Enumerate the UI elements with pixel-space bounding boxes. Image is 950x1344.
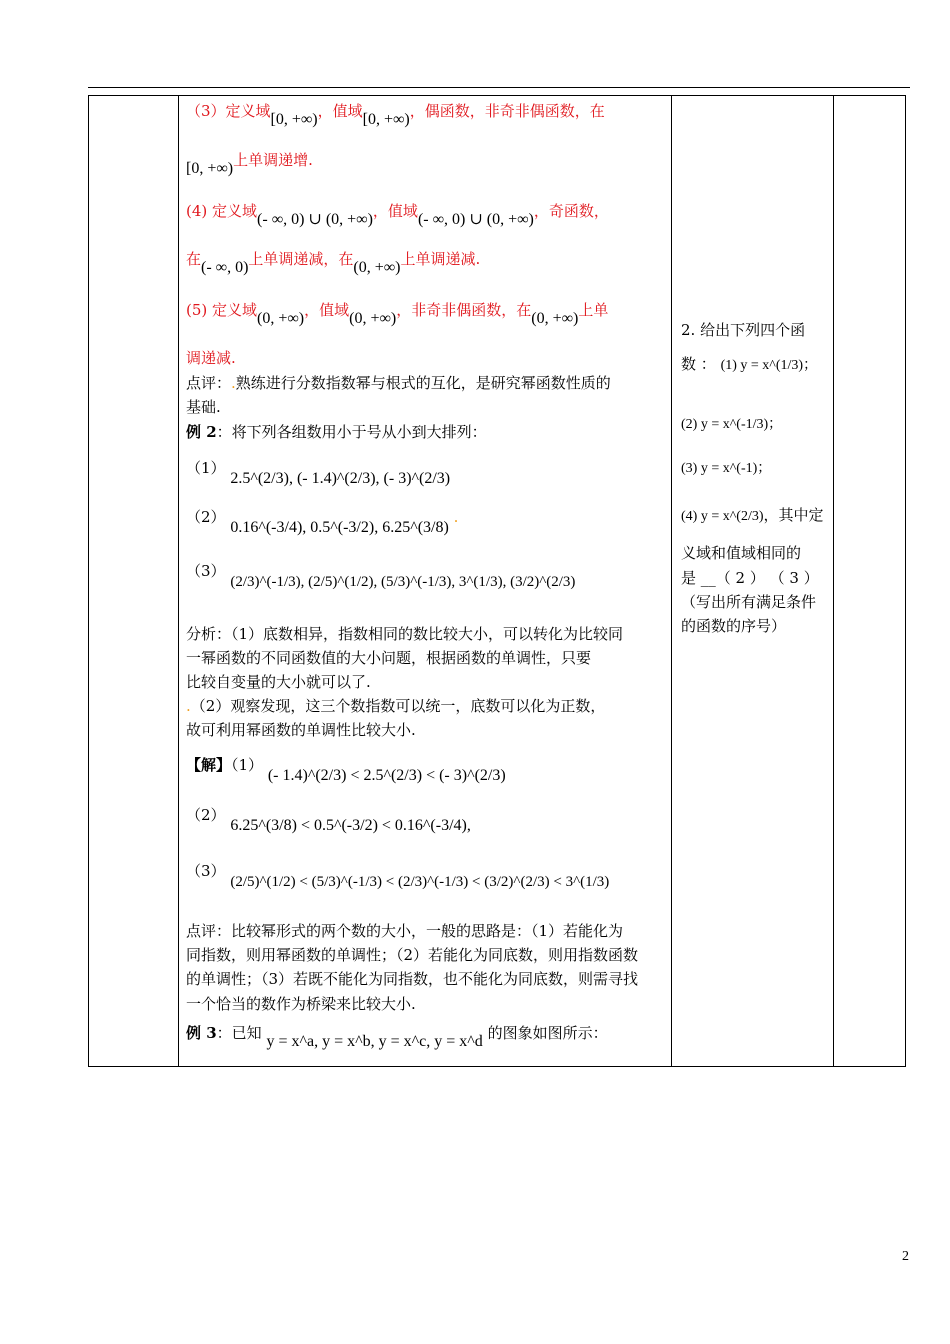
solution-3	[186, 861, 610, 890]
math: (2/3)^(-1/3), (2/5)^(1/2), (5/3)^(-1/3), 3^(1/3), (3/2)^(2/3)	[230, 574, 576, 590]
math: (4) y = x^(2/3)	[681, 509, 764, 524]
math: (2) y = x^(-1/3)；	[681, 417, 783, 432]
analysis-line: 分析：（1）底数相异，指数相同的数比较大小，可以转化为比较同	[186, 625, 624, 643]
item-number: （2）	[186, 806, 226, 824]
table-col-border	[88, 95, 89, 1066]
comment-2-line: 同指数，则用幂函数的单调性；（2）若能化为同底数，则用指数函数	[186, 946, 639, 964]
table-bottom-border	[88, 1066, 906, 1067]
exercise-answer: 是 __（ 2 ） （ 3 ）	[681, 569, 819, 587]
math: y = x^a, y = x^b, y = x^c, y = x^d	[266, 1033, 483, 1050]
math: (- ∞, 0) ∪ (0, +∞)	[417, 211, 534, 228]
text: 在	[186, 250, 202, 268]
text: 上单调递减，在	[248, 250, 354, 268]
property-line-4	[186, 201, 609, 228]
solution-2	[186, 805, 471, 834]
example-2-heading	[186, 422, 487, 442]
comment-1b: 基础.	[186, 398, 221, 416]
math: (- ∞, 0)	[201, 259, 249, 276]
example-label: 例 2	[186, 423, 217, 441]
example-label: 例 3	[186, 1024, 217, 1042]
text: (4) 定义域	[186, 202, 258, 220]
exercise-line: 义域和值域相同的	[681, 544, 802, 562]
property-line-3	[186, 101, 605, 128]
text: 数 ：	[681, 355, 716, 373]
solution-1	[186, 755, 506, 784]
item-number: （1）	[186, 459, 226, 477]
item-number: （3）	[186, 562, 226, 580]
text: （3）定义域	[186, 102, 271, 120]
text: ，其中定	[763, 506, 824, 524]
example-2-item-2: （2） 0.16^(-3/4), 0.5^(-3/2), 6.25^(3/8) .	[186, 508, 459, 536]
content-table	[88, 95, 906, 1066]
math: (- ∞, 0) ∪ (0, +∞)	[257, 211, 373, 228]
comment-2-line: 的单调性；（3）若既不能化为同指数，也不能化为同底数，则需寻找	[186, 970, 639, 988]
item-number: （1）	[231, 756, 264, 774]
analysis-line: 一幂函数的不同函数值的大小问题，根据函数的单调性，只要	[186, 649, 592, 667]
table-col-border	[178, 95, 179, 1066]
math: 6.25^(3/8) < 0.5^(-3/2) < 0.16^(-3/4),	[230, 817, 471, 834]
math: (0, +∞)	[531, 310, 579, 327]
comment-2-line: 点评：比较幂形式的两个数的大小，一般的思路是：（1）若能化为	[186, 922, 624, 940]
text: ，值域	[304, 301, 350, 319]
analysis-line: .（2）观察发现，这三个数指数可以统一，底数可以化为正数，	[186, 697, 606, 715]
text: ，值域	[317, 102, 363, 120]
example-2-item-1	[186, 458, 451, 487]
text: 熟练进行分数指数幂与根式的互化，是研究幂函数性质的	[235, 374, 611, 392]
property-line-5b: 调递减.	[186, 349, 236, 367]
comment-1: 点评：.熟练进行分数指数幂与根式的互化，是研究幂函数性质的	[186, 374, 611, 392]
math: (0, +∞)	[349, 310, 397, 327]
table-col-border	[905, 95, 906, 1066]
text: ，偶函数，非奇非偶函数，在	[409, 102, 605, 120]
math: [0, +∞)	[186, 160, 234, 177]
header-rule	[88, 87, 910, 88]
text: (5) 定义域	[186, 301, 258, 319]
exercise-line: 的函数的序号）	[681, 617, 787, 635]
exercise-line	[681, 457, 771, 479]
example-2-item-3	[186, 561, 576, 590]
exercise-line	[681, 354, 817, 376]
math: (0, +∞)	[257, 310, 305, 327]
text: 上单调递减.	[400, 250, 481, 268]
table-col-border	[833, 95, 834, 1066]
text: 上单	[578, 301, 609, 319]
text: 的图象如图所示：	[487, 1024, 608, 1042]
text: ：将下列各组数用小于号从小到大排列：	[216, 423, 487, 441]
math: [0, +∞)	[362, 111, 410, 128]
exercise-line	[681, 505, 824, 527]
example-3-heading	[186, 1023, 608, 1050]
text: ，值域	[372, 202, 418, 220]
property-line-3b	[186, 150, 313, 177]
table-col-border	[671, 95, 672, 1066]
exercise-line: （写出所有满足条件	[681, 593, 817, 611]
text: （2）观察发现，这三个数指数可以统一，底数可以化为正数，	[190, 697, 606, 715]
math: (- 1.4)^(2/3) < 2.5^(2/3) < (- 3)^(2/3)	[267, 767, 506, 784]
property-line-4b	[186, 249, 481, 276]
item-number: （3）	[186, 862, 226, 880]
analysis-line: 故可利用幂函数的单调性比较大小.	[186, 721, 416, 739]
text: 上单调递增.	[233, 151, 313, 169]
exercise-line	[681, 413, 782, 435]
exercise-line: 2. 给出下列四个函	[681, 321, 806, 339]
analysis-line: 比较自变量的大小就可以了.	[186, 673, 371, 691]
solution-label: 【解】	[186, 756, 232, 774]
comment-2-line: 一个恰当的数作为桥梁来比较大小.	[186, 995, 416, 1013]
page-number: 2	[902, 1249, 909, 1264]
text: ，奇函数，	[533, 202, 609, 220]
math: (0, +∞)	[353, 259, 401, 276]
math: (3) y = x^(-1)；	[681, 461, 772, 476]
math: (1) y = x^(1/3)；	[720, 358, 818, 373]
text: 点评：	[186, 374, 232, 392]
math: (2/5)^(1/2) < (5/3)^(-1/3) < (2/3)^(-1/3) < (3/2)^(2/3) < 3^(1/3)	[230, 874, 610, 890]
text: ，非奇非偶函数，在	[396, 301, 532, 319]
table-top-border	[88, 95, 906, 96]
item-number: （2）	[186, 508, 226, 526]
math: 0.16^(-3/4), 0.5^(-3/2), 6.25^(3/8)	[230, 519, 449, 536]
text: ：已知	[216, 1024, 262, 1042]
math: 2.5^(2/3), (- 1.4)^(2/3), (- 3)^(2/3)	[230, 470, 451, 487]
math: [0, +∞)	[270, 111, 318, 128]
property-line-5	[186, 300, 609, 327]
